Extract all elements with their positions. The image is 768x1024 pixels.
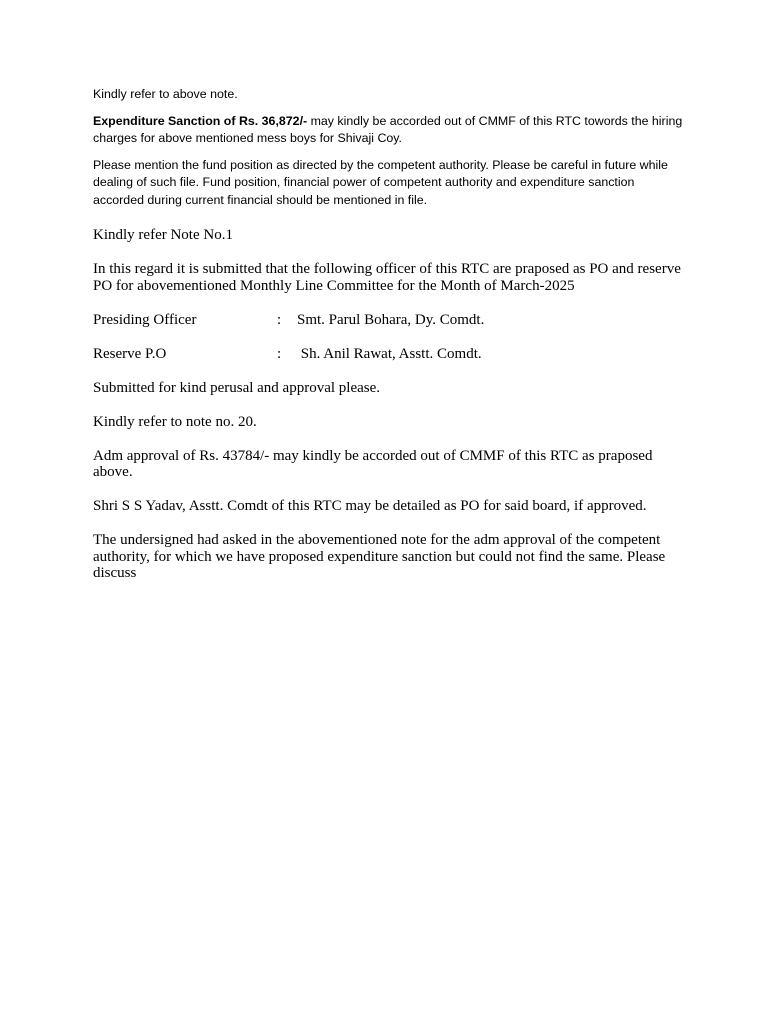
reserve-po-label: Reserve P.O (93, 345, 167, 362)
note-paragraph-fund-position: Please mention the fund position as directed by the competent authority. Please be careful in future while dealing of such file. Fund position, financial power of competent authority and expenditure sanction accorded during current financial should be mentioned in file. (93, 157, 668, 207)
note-paragraph-po-proposal: In this regard it is submitted that the following officer of this RTC are praposed as PO and reserve PO for abovementioned Monthly Line Committee for the Month of March-2025 (93, 261, 681, 294)
note-paragraph-undersigned: The undersigned had asked in the abovementioned note for the adm approval of the competent authority, for which we have proposed expenditure sanction but could not find the same. Please discuss (93, 532, 666, 581)
note-paragraph-expenditure (93, 113, 683, 148)
reserve-po-value: Sh. Anil Rawat, Asstt. Comdt. (297, 345, 482, 362)
note-paragraph-adm-approval: Adm approval of Rs. 43784/- may kindly be accorded out of CMMF of this RTC as praposed above. (93, 447, 653, 480)
presiding-officer-row (93, 312, 683, 329)
presiding-officer-label: Presiding Officer (93, 311, 197, 328)
expenditure-sanction-text: may kindly be accorded out of CMMF of this RTC towords the hiring charges for above mentioned mess boys for Shivaji Coy. (93, 113, 683, 145)
document-page (93, 86, 683, 599)
note-paragraph-yadav: Shri S S Yadav, Asstt. Comdt of this RTC may be detailed as PO for said board, if approved. (93, 498, 647, 514)
note-paragraph-refer: Kindly refer to above note. (93, 87, 238, 101)
reserve-po-colon: : (277, 345, 282, 362)
reserve-po-row (93, 346, 683, 363)
presiding-officer-colon: : (277, 311, 282, 328)
note-paragraph-submitted: Submitted for kind perusal and approval please. (93, 379, 381, 396)
note-paragraph-refer-note-20: Kindly refer to note no. 20. (93, 413, 257, 430)
presiding-officer-value: Smt. Parul Bohara, Dy. Comdt. (297, 311, 485, 328)
expenditure-sanction-amount: Expenditure Sanction of Rs. 36,872/- (93, 113, 308, 128)
note-paragraph-refer-note-1: Kindly refer Note No.1 (93, 227, 233, 243)
